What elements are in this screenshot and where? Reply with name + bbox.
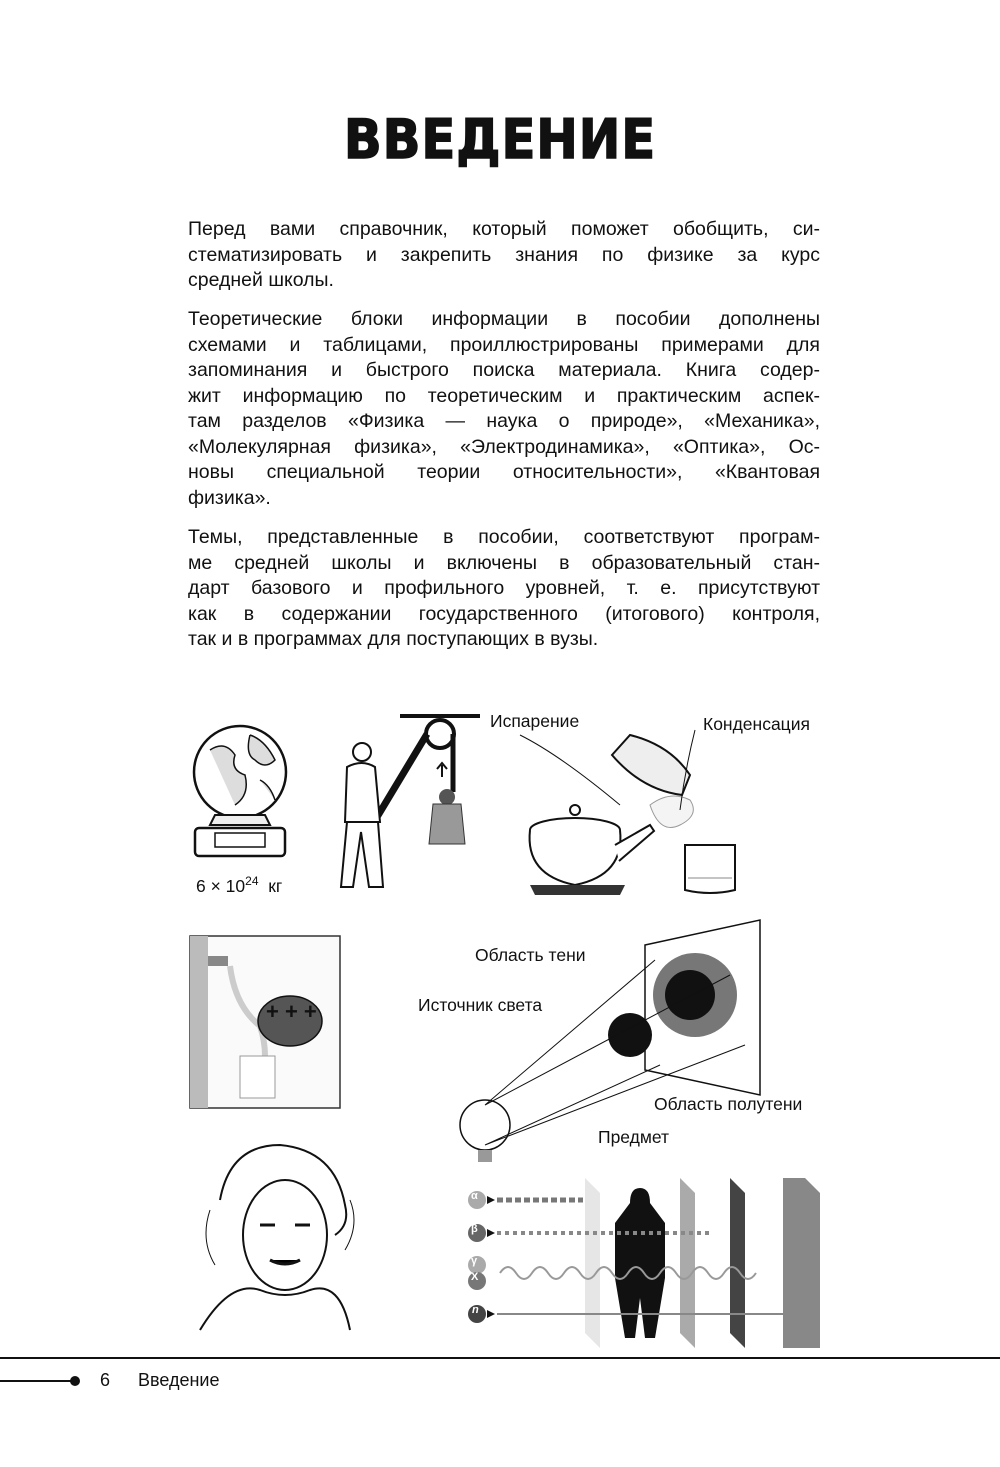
neutron-label: n — [472, 1304, 479, 1316]
evaporation-label: Испарение — [490, 711, 580, 731]
xray-label: X — [471, 1271, 479, 1283]
paragraph-1 — [188, 217, 820, 294]
pulley-illustration — [325, 712, 485, 897]
text-line: там разделов «Физика — наука о природе», «Механика», — [188, 410, 820, 432]
text-line: дарт базового и профильного уровней, т. е. присутствуют — [188, 577, 820, 599]
globe-on-scale-illustration — [190, 720, 300, 860]
radiation-penetration-illustration — [465, 1178, 825, 1348]
object-label: Предмет — [598, 1127, 670, 1147]
text-line: схемами и таблицами, проиллюстрированы примерами для — [188, 333, 820, 356]
alpha-label: α — [471, 1190, 478, 1202]
text-line: запоминания и быстрого поиска материала. Книга содер- — [188, 359, 820, 381]
footer-marker-line — [0, 1380, 76, 1382]
text-line: жит информацию по теоретическим и практическим аспек- — [188, 384, 820, 407]
footer-marker-dot — [70, 1376, 80, 1386]
text-line: Перед вами справочник, который поможет обобщить, си- — [188, 218, 820, 240]
paragraph-3 — [188, 525, 820, 653]
text-line: Теоретические блоки информации в пособии дополнены — [188, 308, 820, 330]
paragraph-2 — [188, 307, 820, 511]
gamma-label: γ — [471, 1255, 478, 1267]
kettle-evaporation-illustration — [510, 730, 750, 900]
text-line: новы специальной теории относительности», «Квантовая — [188, 461, 820, 483]
text-line: физика». — [188, 486, 271, 509]
earth-mass-label: $6 \times 10^{24}$ кг — [196, 874, 283, 896]
penumbra-area-label: Область полутени — [654, 1094, 803, 1114]
page-number: 6 — [100, 1370, 111, 1390]
shadow-area-label: Область тени — [475, 945, 586, 965]
footer-section-title: Введение — [138, 1370, 220, 1390]
text-line: «Молекулярная физика», «Электродинамика», «Оптика», Ос- — [188, 435, 820, 458]
text-line: средней школы. — [188, 269, 334, 291]
text-line: Темы, представленные в пособии, соответствуют програм- — [188, 526, 820, 548]
text-line: как в содержании государственного (итогового) контроля, — [188, 602, 820, 625]
footer-divider — [0, 1357, 1000, 1359]
condensation-label: Конденсация — [703, 714, 810, 734]
text-line: ме средней школы и включены в образовательный стан- — [188, 551, 820, 574]
text-line: стематизировать и закрепить знания по физике за курс — [188, 243, 820, 266]
charges-label: + + + — [266, 999, 317, 1024]
beta-label: β — [471, 1223, 478, 1235]
light-source-label: Источник света — [418, 995, 543, 1015]
electrostatic-water-illustration — [190, 936, 340, 1108]
page-title: ВВЕДЕНИЕ — [343, 108, 657, 171]
einstein-portrait-illustration — [190, 1140, 360, 1350]
text-line: так и в программах для поступающих в вузы. — [188, 628, 599, 650]
